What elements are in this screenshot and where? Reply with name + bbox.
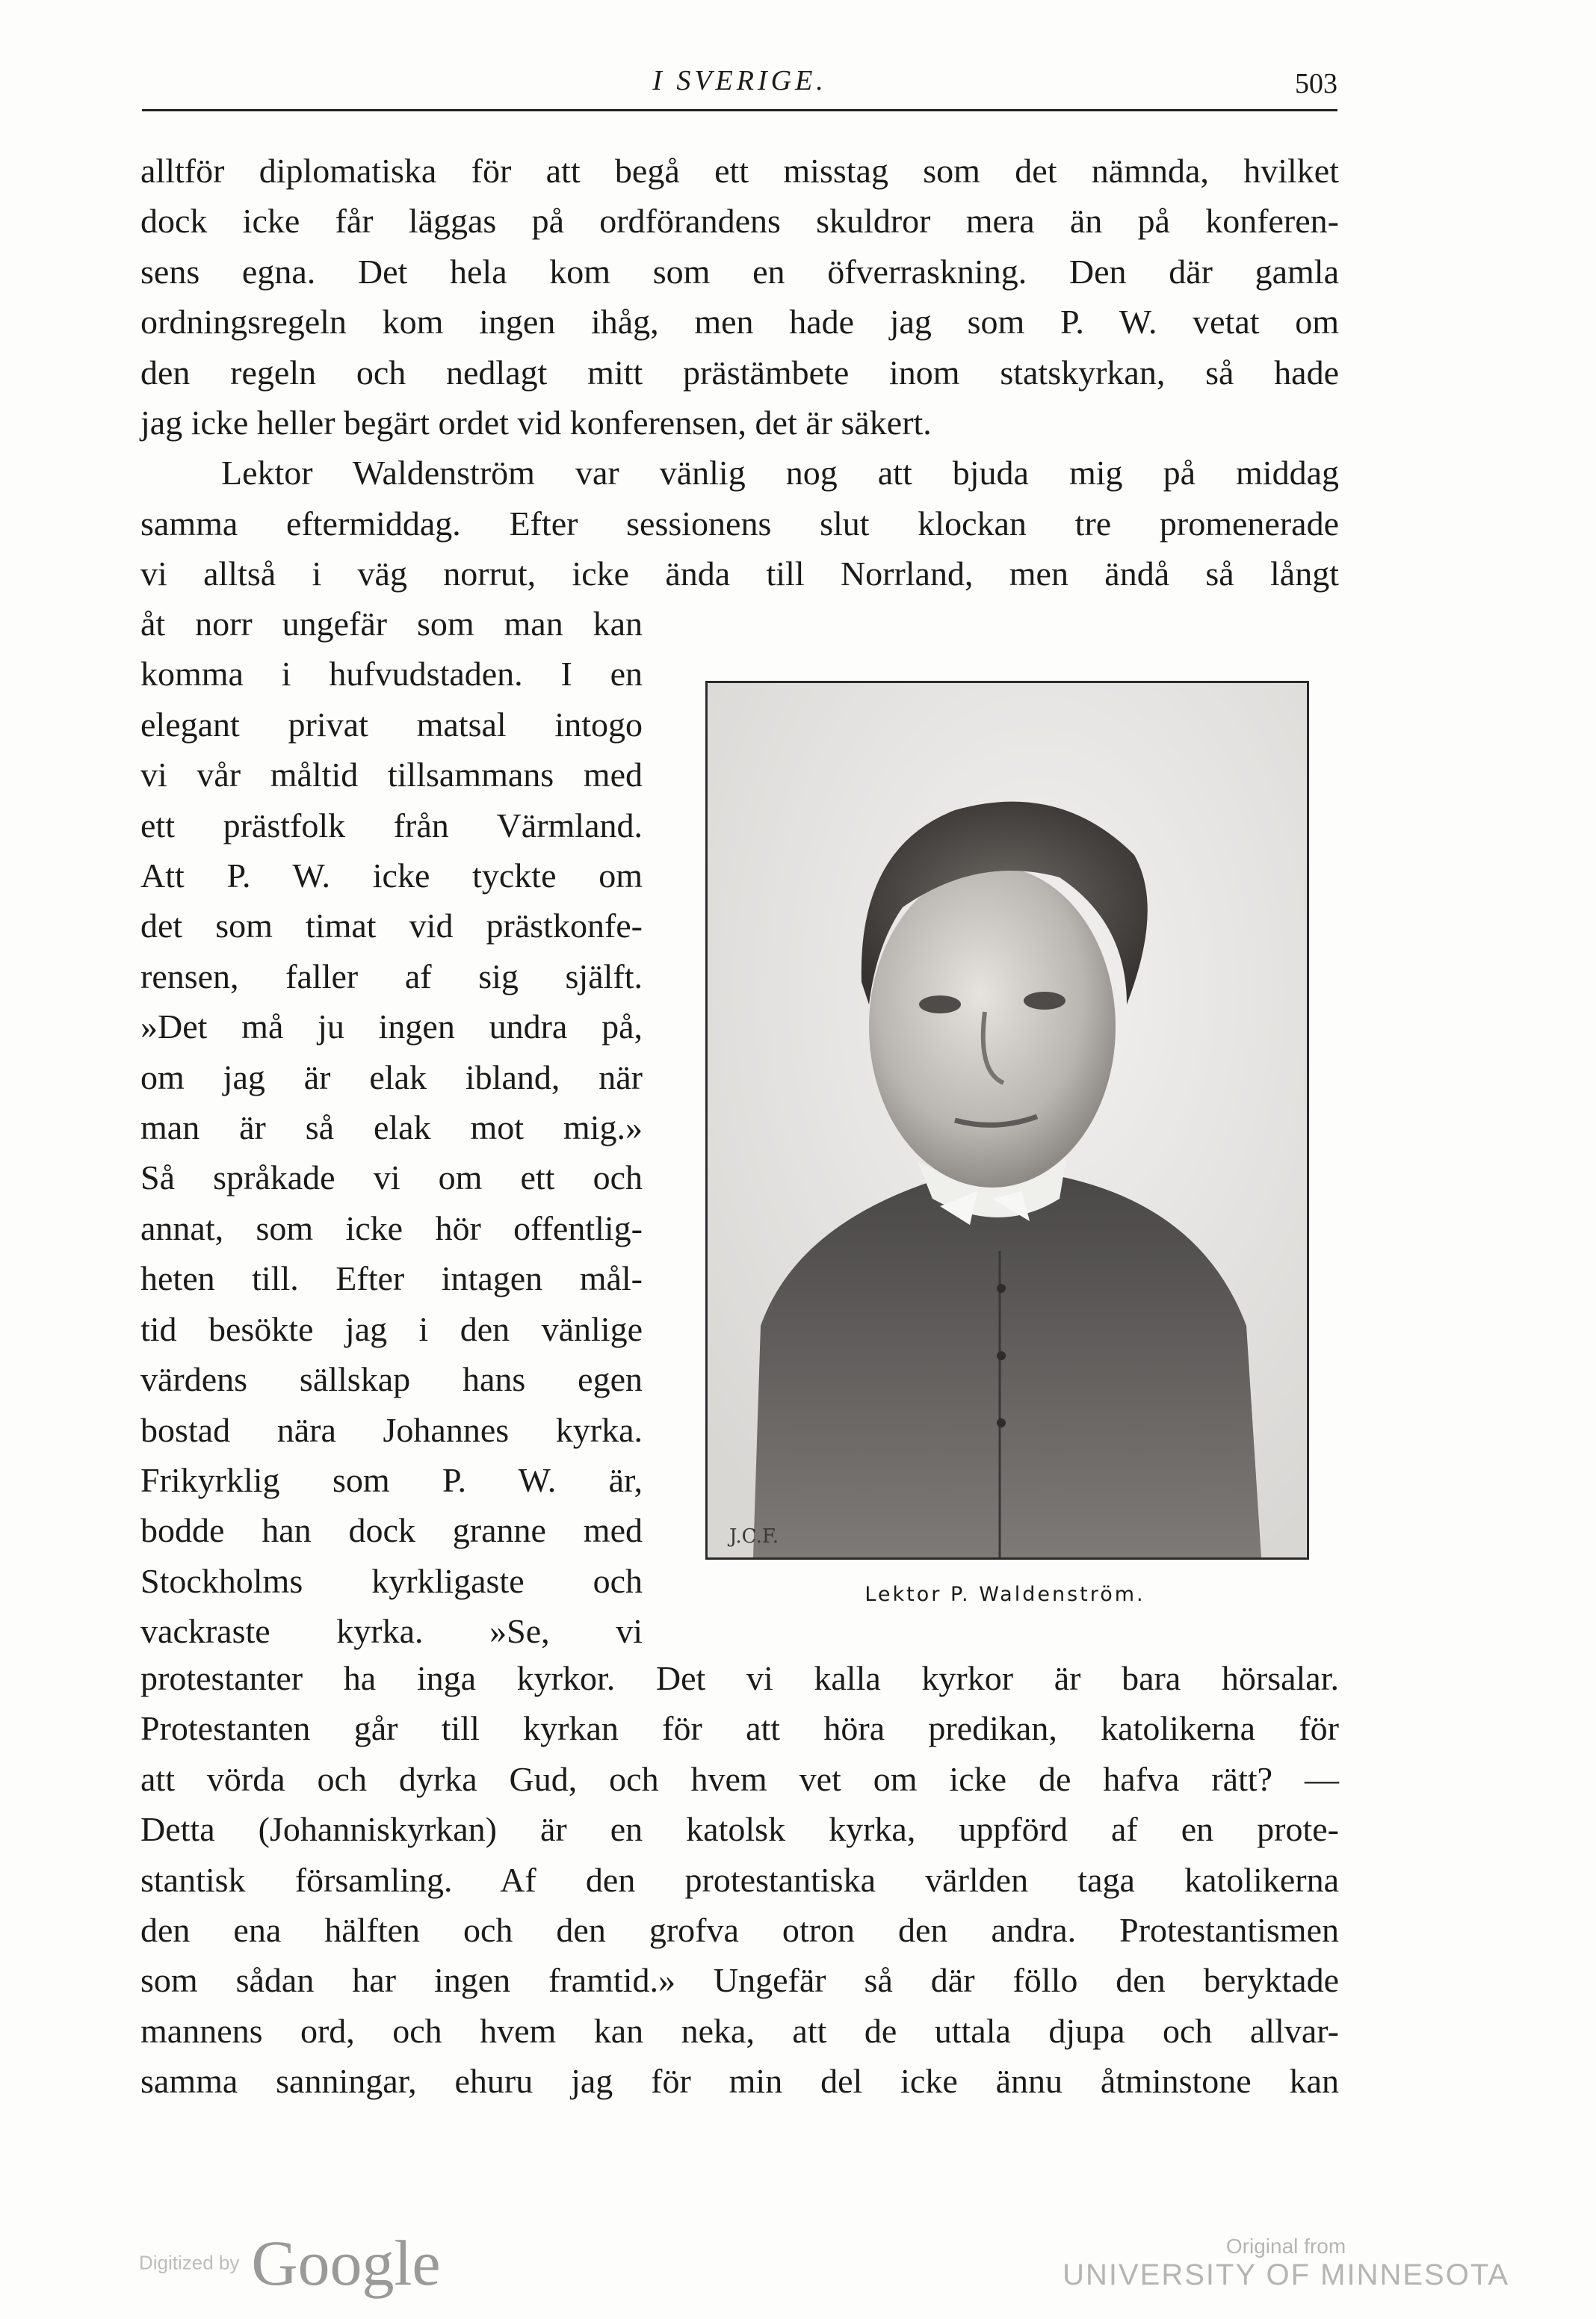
figure-caption: Lektor P. Waldenström. [864, 1583, 1145, 1606]
text-line: man är så elak mot mig.» [140, 1108, 643, 1147]
text-line: bodde han dock granne med [140, 1511, 643, 1550]
university-label: UNIVERSITY OF MINNESOTA [1063, 2258, 1509, 2291]
text-line: samma eftermiddag. Efter sessionens slut klockan tre promenerade [140, 504, 1339, 543]
artist-signature: J.C.F. [729, 1525, 779, 1548]
text-line: dock icke får läggas på ordförandens skuldror mera än på konferen- [140, 202, 1339, 241]
text-line: ett prästfolk från Värmland. [140, 806, 643, 844]
text-line: Frikyrklig som P. W. är, [140, 1460, 643, 1499]
body-text-bottom [140, 1653, 1339, 2107]
text-line: rensen, faller af sig själft. [140, 957, 643, 995]
digitized-by-watermark [139, 2226, 441, 2299]
text-line: sens egna. Det hela kom som en öfverraskning. Den där gamla [140, 252, 1339, 291]
text-line: bostad nära Johannes kyrka. [140, 1410, 643, 1449]
text-line: ordningsregeln kom ingen ihåg, men hade jag som P. W. vetat om [140, 303, 1339, 342]
text-line: om jag är elak ibland, när [140, 1057, 643, 1096]
text-line: heten till. Efter intagen mål- [140, 1259, 643, 1298]
text-line: Att P. W. icke tyckte om [140, 856, 643, 895]
text-line: vi alltså i väg norrut, icke ända till Norrland, men ändå så långt [140, 555, 1339, 593]
text-line: jag icke heller begärt ordet vid konferensen, det är säkert. [140, 404, 932, 442]
text-line: åt norr ungefär som man kan [140, 605, 643, 643]
body-text-top [140, 146, 1339, 599]
google-logo: Google [251, 2227, 441, 2299]
portrait-figure [705, 681, 1309, 1560]
text-line: Stockholms kyrkligaste och [140, 1561, 643, 1600]
text-line: värdens sällskap hans egen [140, 1360, 643, 1399]
portrait-image [708, 683, 1307, 1557]
text-line: som sådan har ingen framtid.» Ungefär så där föllo den beryktade [140, 1961, 1339, 2000]
text-line: den ena hälften och den grofva otron den andra. Protestantismen [140, 1911, 1339, 1950]
text-line: vackraste kyrka. »Se, vi [140, 1612, 643, 1651]
running-head: I SVERIGE. [652, 65, 827, 96]
text-line: Lektor Waldenström var vänlig nog att bjuda mig på middag [221, 454, 1339, 492]
text-line: vi vår måltid tillsammans med [140, 756, 643, 794]
text-line: stantisk församling. Af den protestantiska världen taga katolikerna [140, 1860, 1339, 1899]
text-line: tid besökte jag i den vänlige [140, 1309, 643, 1348]
text-line: den regeln och nedlagt mitt prästämbete inom statskyrkan, så hade [140, 353, 1339, 392]
text-line: mannens ord, och hvem kan neka, att de uttala djupa och allvar- [140, 2011, 1339, 2050]
page-header [142, 58, 1337, 103]
text-line: samma sanningar, ehuru jag för min del icke ännu åtminstone kan [140, 2062, 1339, 2101]
source-watermark [1063, 2235, 1509, 2292]
text-line: protestanter ha inga kyrkor. Det vi kalla kyrkor är bara hörsalar. [140, 1659, 1339, 1697]
body-text-wrapped [140, 599, 643, 1657]
text-line: Detta (Johanniskyrkan) är en katolsk kyrka, uppförd af en prote- [140, 1810, 1339, 1849]
text-line: Så språkade vi om ett och [140, 1158, 643, 1197]
text-line: alltför diplomatiska för att begå ett misstag som det nämnda, hvilket [140, 152, 1339, 190]
text-line: att vörda och dyrka Gud, och hvem vet om icke de hafva rätt? — [140, 1759, 1339, 1798]
digitized-label: Digitized by [139, 2251, 240, 2274]
text-line: det som timat vid prästkonfe- [140, 907, 643, 945]
text-line: »Det må ju ingen undra på, [140, 1007, 643, 1046]
text-line: Protestanten går till kyrkan för att höra predikan, katolikerna för [140, 1709, 1339, 1748]
text-line: annat, som icke hör offentlig- [140, 1208, 643, 1247]
header-rule [142, 109, 1337, 111]
text-line: elegant privat matsal intogo [140, 705, 643, 744]
original-from-label: Original from [1225, 2235, 1346, 2258]
page-number: 503 [1295, 68, 1337, 99]
text-line: komma i hufvudstaden. I en [140, 655, 643, 694]
